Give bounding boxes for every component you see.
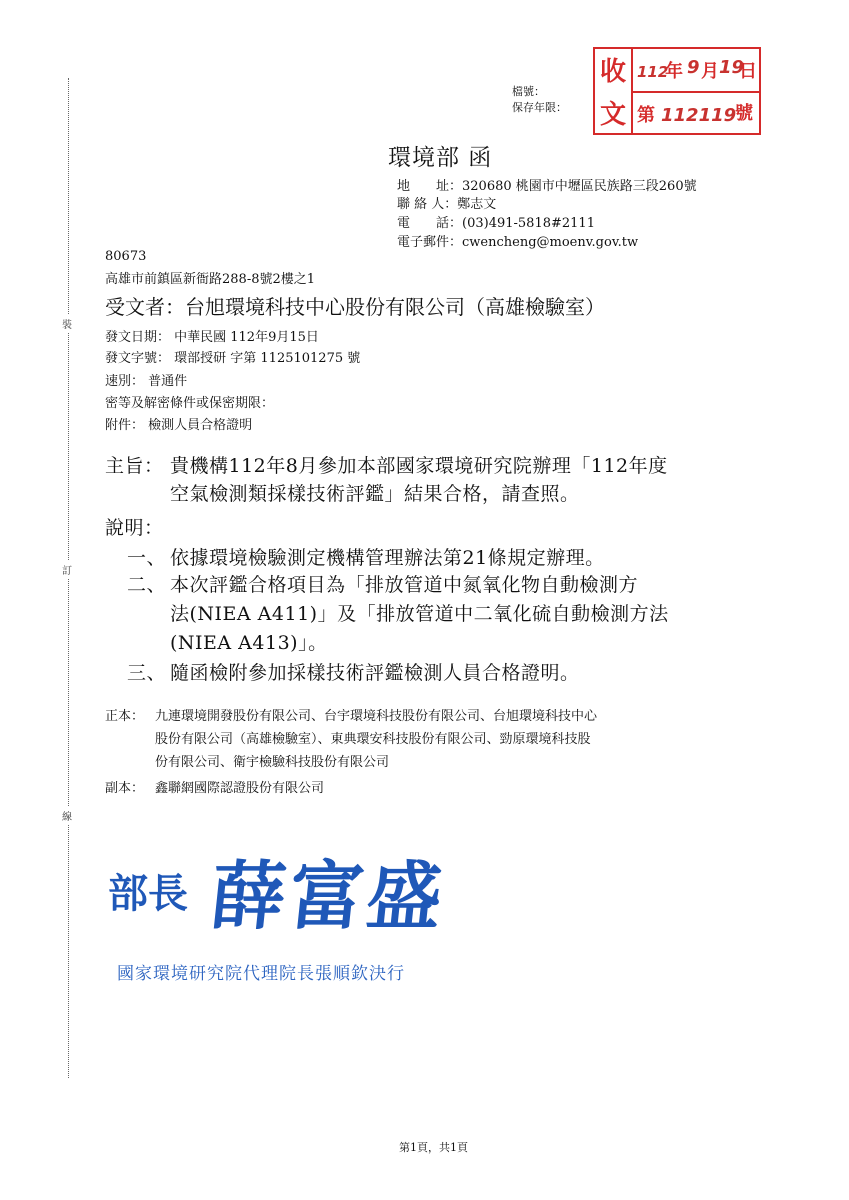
email-value: cwencheng@moenv.gov.tw — [462, 235, 639, 250]
address-value: 320680 桃園市中壢區民族路三段260號 — [462, 179, 697, 194]
recipient-label: 受文者： — [105, 295, 185, 319]
address-row — [397, 175, 697, 194]
stamp-no-value: 112119 — [661, 105, 737, 126]
attachment: 附件： 檢測人員合格證明 — [105, 418, 253, 433]
stamp-month-value: 9 — [687, 57, 700, 78]
phone-value: (03)491-5818#2111 — [462, 216, 595, 231]
explanation-item-1-number: 一、 — [127, 547, 167, 569]
stamp-day-value: 19 — [719, 57, 745, 78]
explanation-item-2-line-3: (NIEA A413)」。 — [170, 632, 328, 654]
email-label: 電子郵件： — [397, 235, 463, 250]
secrecy-level: 密等及解密條件或保密期限： — [105, 396, 275, 411]
email-row — [397, 231, 638, 250]
recipient-postal-code: 80673 — [105, 249, 147, 264]
document-title: 環境部 函 — [388, 145, 493, 171]
retention-label: 保存年限： — [512, 101, 567, 114]
stamp-no-suffix: 號 — [735, 103, 753, 124]
stamp-no-label: 第 — [637, 105, 655, 126]
stamp-day-char: 日 — [739, 61, 757, 82]
signature-name-seal: 薛富盛 — [206, 854, 450, 940]
margin-char-bind: 裝 — [62, 314, 72, 333]
stamp-month-char: 月 — [701, 61, 719, 82]
address-label: 地 址： — [397, 179, 463, 194]
delivery-speed: 速別： 普通件 — [105, 374, 188, 389]
original-recipients-label: 正本： — [105, 709, 145, 724]
explanation-label: 說明： — [105, 517, 164, 539]
margin-char-line: 線 — [62, 806, 72, 825]
subject-line-1: 貴機構112年8月參加本部國家環境研究院辦理「112年度 — [170, 455, 668, 477]
copy-recipients-label: 副本： — [105, 781, 145, 796]
original-recipients-line-2: 股份有限公司（高雄檢驗室）、東典環安科技股份有限公司、勁原環境科技股 — [155, 732, 591, 747]
recipient-row — [105, 291, 605, 320]
original-recipients-line-1: 九連環境開發股份有限公司、台宇環境科技股份有限公司、台旭環境科技中心 — [155, 709, 598, 724]
contact-label: 聯 絡 人： — [397, 197, 458, 212]
explanation-item-3-number: 三、 — [127, 662, 167, 684]
subject-label: 主旨： — [105, 455, 164, 477]
copy-recipients-line-1: 鑫聯網國際認證股份有限公司 — [155, 781, 325, 796]
stamp-received-2: 文 — [600, 100, 627, 130]
stamp-received-1: 收 — [600, 57, 627, 87]
phone-label: 電 話： — [397, 216, 463, 231]
subject-line-2: 空氣檢測類採樣技術評鑑」結果合格，請查照。 — [170, 483, 580, 505]
receipt-stamp — [593, 47, 761, 135]
original-recipients-line-3: 份有限公司、衛宇檢驗科技股份有限公司 — [155, 755, 390, 770]
page-number: 第1頁，共1頁 — [399, 1141, 468, 1154]
recipient-street: 高雄市前鎮區新衙路288-8號2樓之1 — [105, 272, 316, 287]
explanation-item-1-line-1: 依據環境檢驗測定機構管理辦法第21條規定辦理。 — [170, 547, 605, 569]
file-no-label: 檔號： — [512, 85, 545, 98]
stamp-year-char: 年 — [665, 61, 683, 82]
phone-row — [397, 212, 595, 231]
contact-row — [397, 193, 496, 212]
contact-value: 鄭志文 — [457, 197, 497, 212]
explanation-item-2-number: 二、 — [127, 574, 167, 596]
signature-title: 部長 — [108, 870, 188, 917]
explanation-item-2-line-2: 法(NIEA A411)」及「排放管道中二氧化硫自動檢測方法 — [170, 603, 669, 625]
explanation-item-3-line-1: 隨函檢附參加採樣技術評鑑檢測人員合格證明。 — [170, 662, 580, 684]
recipient-name: 台旭環境科技中心股份有限公司（高雄檢驗室） — [185, 295, 605, 319]
issue-date: 發文日期： 中華民國 112年9月15日 — [105, 330, 319, 345]
margin-char-order: 訂 — [62, 560, 72, 579]
stamp-year-value: 112 — [637, 63, 669, 81]
acting-director-note: 國家環境研究院代理院長張順欽決行 — [117, 964, 405, 984]
explanation-item-2-line-1: 本次評鑑合格項目為「排放管道中氮氧化物自動檢測方 — [170, 574, 639, 596]
document-number: 發文字號： 環部授研 字第 1125101275 號 — [105, 351, 361, 366]
